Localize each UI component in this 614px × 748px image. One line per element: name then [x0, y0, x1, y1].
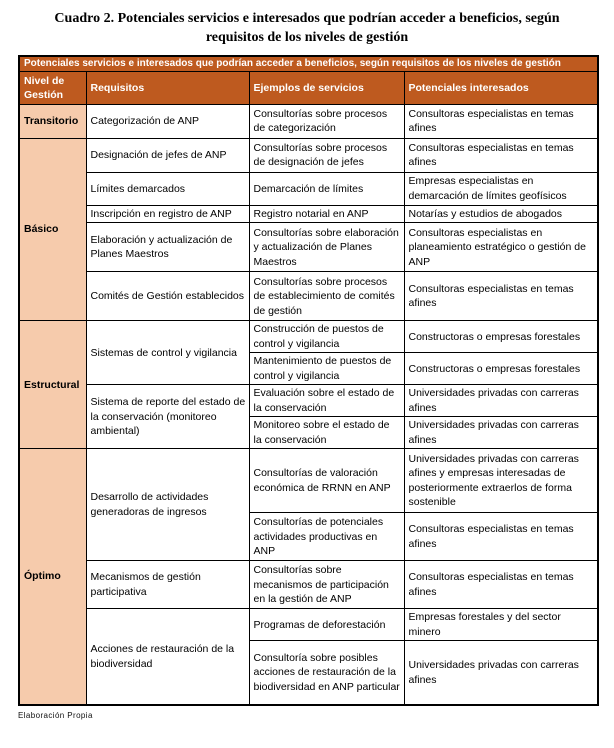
service-cell: Construcción de puestos de control y vigilancia — [249, 321, 404, 353]
requisito-cell: Elaboración y actualización de Planes Maestros — [86, 223, 249, 272]
column-header-requisitos: Requisitos — [86, 71, 249, 104]
services-table — [18, 55, 599, 706]
requisito-cell: Categorización de ANP — [86, 104, 249, 138]
requisito-cell: Sistema de reporte del estado de la conservación (monitoreo ambiental) — [86, 385, 249, 449]
service-cell: Consultorías sobre mecanismos de participación en la gestión de ANP — [249, 561, 404, 609]
service-cell: Evaluación sobre el estado de la conservación — [249, 385, 404, 417]
table-banner: Potenciales servicios e interesados que podrían acceder a beneficios, según requisitos de los niveles de gestión — [19, 56, 598, 72]
requisito-cell: Sistemas de control y vigilancia — [86, 321, 249, 385]
requisito-cell: Designación de jefes de ANP — [86, 138, 249, 172]
column-header-nivel-de-gestion: Nivel de Gestión — [19, 71, 86, 104]
interested-cell: Consultoras especialistas en temas afines — [404, 138, 598, 172]
requisito-cell: Límites demarcados — [86, 172, 249, 205]
requisito-cell: Acciones de restauración de la biodiversidad — [86, 609, 249, 705]
interested-cell: Consultoras especialistas en temas afines — [404, 272, 598, 321]
service-cell: Consultorías de potenciales actividades productivas en ANP — [249, 513, 404, 561]
interested-cell: Universidades privadas con carreras afines — [404, 385, 598, 417]
source-caption: Elaboración Propia — [18, 710, 93, 720]
interested-cell: Consultoras especialistas en temas afines — [404, 561, 598, 609]
service-cell: Consultorías sobre elaboración y actualización de Planes Maestros — [249, 223, 404, 272]
service-cell: Consultorías sobre procesos de establecimiento de comités de gestión — [249, 272, 404, 321]
level-cell-basico: Básico — [19, 138, 86, 321]
level-cell-transitorio: Transitorio — [19, 104, 86, 138]
interested-cell: Constructoras o empresas forestales — [404, 353, 598, 385]
column-header-potenciales-interesados: Potenciales interesados — [404, 71, 598, 104]
service-cell: Consultorías de valoración económica de RRNN en ANP — [249, 449, 404, 513]
interested-cell: Notarías y estudios de abogados — [404, 205, 598, 223]
interested-cell: Consultoras especialistas en temas afines — [404, 104, 598, 138]
requisito-cell: Mecanismos de gestión participativa — [86, 561, 249, 609]
service-cell: Consultorías sobre procesos de designación de jefes — [249, 138, 404, 172]
interested-cell: Universidades privadas con carreras afines — [404, 417, 598, 449]
service-cell: Consultoría sobre posibles acciones de restauración de la biodiversidad en ANP particular — [249, 641, 404, 705]
interested-cell: Consultoras especialistas en planeamiento estratégico o gestión de ANP — [404, 223, 598, 272]
service-cell: Consultorías sobre procesos de categorización — [249, 104, 404, 138]
interested-cell: Universidades privadas con carreras afines y empresas interesadas de posteriormente extraerlos de forma sostenible — [404, 449, 598, 513]
interested-cell: Constructoras o empresas forestales — [404, 321, 598, 353]
requisito-cell: Inscripción en registro de ANP — [86, 205, 249, 223]
page-title: Cuadro 2. Potenciales servicios e interesados que podrían acceder a beneficios, según requisitos de los niveles de gestión — [54, 11, 560, 45]
service-cell: Registro notarial en ANP — [249, 205, 404, 223]
level-cell-optimo: Óptimo — [19, 449, 86, 705]
interested-cell: Empresas forestales y del sector minero — [404, 609, 598, 641]
service-cell: Programas de deforestación — [249, 609, 404, 641]
level-cell-estructural: Estructural — [19, 321, 86, 449]
requisito-cell: Comités de Gestión establecidos — [86, 272, 249, 321]
interested-cell: Empresas especialistas en demarcación de límites geofísicos — [404, 172, 598, 205]
service-cell: Mantenimiento de puestos de control y vigilancia — [249, 353, 404, 385]
column-header-ejemplos-de-servicios: Ejemplos de servicios — [249, 71, 404, 104]
service-cell: Demarcación de límites — [249, 172, 404, 205]
requisito-cell: Desarrollo de actividades generadoras de ingresos — [86, 449, 249, 561]
interested-cell: Consultoras especialistas en temas afines — [404, 513, 598, 561]
service-cell: Monitoreo sobre el estado de la conservación — [249, 417, 404, 449]
interested-cell: Universidades privadas con carreras afines — [404, 641, 598, 705]
